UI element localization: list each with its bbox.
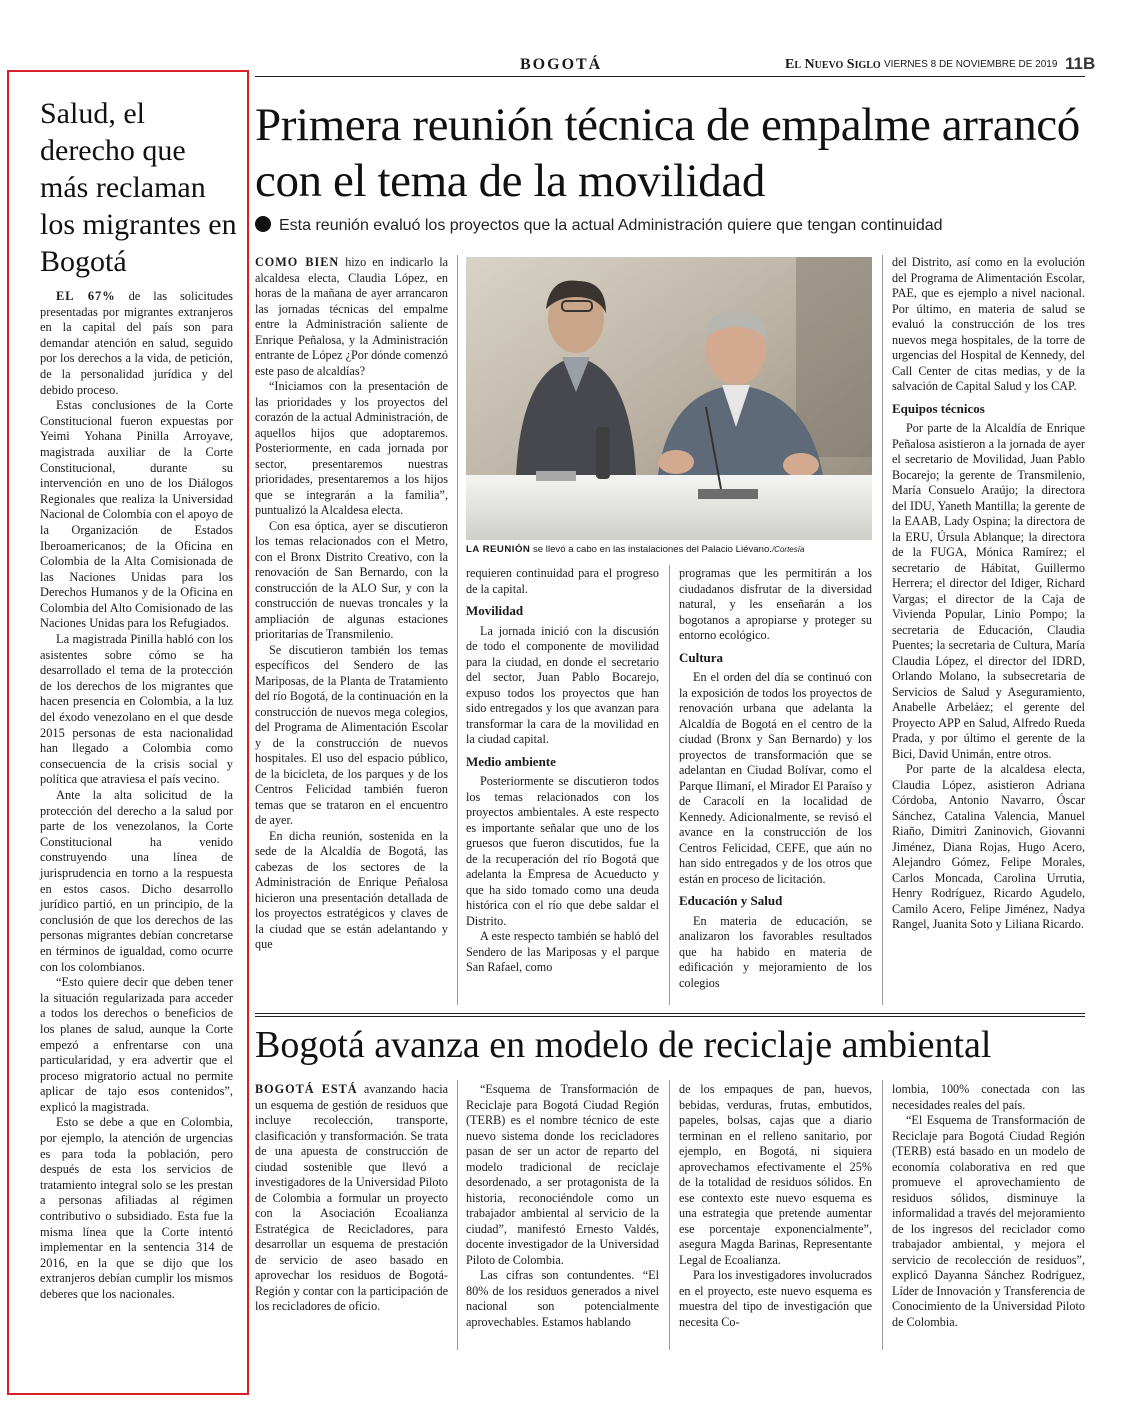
- column-rule: [457, 255, 458, 1005]
- sidebar-headline: Salud, el derecho que más reclaman los migrantes en Bogotá: [40, 97, 237, 278]
- paragraph: “Esquema de Transformación de Reciclaje para Bogotá Ciudad Región (TERB) es el nombre técnico de este nuevo sistema donde los recicladores pasan de ser un actor de reparto del modelo tradicional de reciclaje desordenado, a ser protagonista de la historia, reconociéndole como un trabajador ambiental al servicio de la ciudad”, manifestó Ernesto Valdés, docente investigador de la Universidad Piloto de Colombia.: [466, 1082, 659, 1267]
- paragraph: “Iniciamos con la presentación de las prioridades y los proyectos del corazón de la actual Administración, de aquellos hijos que adoptaremos. Posteriormente, en cada jornada por sector, presentaremos nuestras prioridades, presentaremos a los hijos que se integrarán a la familia”, puntualizó la Alcaldesa electa.: [255, 379, 448, 517]
- page-header: [0, 0, 1125, 78]
- subheading-educacion-salud: Educación y Salud: [679, 893, 783, 908]
- paragraph: Por parte de la Alcaldía de Enrique Peñalosa asistieron a la jornada de ayer el secretario de Movilidad, Juan Pablo Bocarejo; la gerente de Transmilenio, María Consuelo Araújo; la directora del IDU, Yaneth Mantilla; la gerente de la EAAB, Lady Ospina; la directora de la ERU, Úrsula Ablanque; la directora de la FUGA, Mónica Ramírez; el secretario de Hábitat, Guillermo Herrera; el director del Idiger, Richard Vargas; el director de la Caja de Vivienda Popular, Linio Pompo; la secretaria de Educación, Claudia Puentes; la secretaria de Cultura, María Claudia López, el director del IDRD, Orlando Molano, la subsecretaria de Servicios de Salud y Aseguramiento, Anabelle Arbeláez; el gerente del Proyecto APP en Salud, Alfredo Rueda Prada, y por último el gerente de la Bici, David Unimán, entre otros.: [892, 421, 1085, 761]
- sidebar-paragraph: EL 67% de las solicitudes presentadas por migrantes extranjeros en la capital del país son para demandar atención en salud, seguido por los derechos a la vida, de petición, de la personalidad jurídica y del debido proceso.: [40, 289, 233, 397]
- paragraph: lombia, 100% conectada con las necesidades reales del país.: [892, 1082, 1085, 1112]
- sidebar-paragraph: Esto se debe a que en Colombia, por ejemplo, la atención de urgencias es para toda la población, pero después de esta los servicios de tratamiento integral solo se les prestan a personas afiliadas al régimen contributivo o subsidiado. Esta fue la misma línea que la Corte intentó implementar en la sentencia 314 de 2016, en la que se dijo que los extranjeros debían cumplir los mismos deberes que los nacionales.: [40, 1115, 233, 1301]
- second-column-4: [892, 1082, 1085, 1330]
- page-number: 11B: [1065, 54, 1096, 73]
- newspaper-name: El Nuevo Siglo: [785, 57, 881, 72]
- paragraph: Se discutieron también los temas específicos del Sendero de las Mariposas, de la Planta de Tratamiento del río Bogotá, de la continuación en la construcción de nuevos mega colegios, del Programa de Alimentación Escolar y de la construcción de nuevos hospitales. El uso del espacio público, de la bicicleta, de los parques y de los Centros Felicidad también fueron temas que se trataron en el encuentro de ayer.: [255, 642, 448, 827]
- main-column-1: [255, 255, 448, 953]
- photo-caption: LA REUNIÓN se llevó a cabo en las instalaciones del Palacio Liévano./Cortesía: [466, 544, 805, 555]
- paragraph: “El Esquema de Transformación de Reciclaje para Bogotá Ciudad Región (TERB) está basado en un modelo de economía colaborativa en red que promueve el aprovechamiento de residuos sólidos, disminuye la informalidad a través del mejoramiento de los ingresos del reciclador como trabajador ambiental, y mejora el servicio de recolección de residuos”, explicó Dayanna Sánchez Rodríguez, Líder de Innovación y Transferencia de Conocimiento de la Universidad Piloto de Colombia.: [892, 1113, 1085, 1329]
- sidebar-paragraph: “Esto quiere decir que deben tener la situación regularizada para acceder a todos los derechos o beneficios de los planes de salud, aunque la Corte empezó a enfrentarse con una particularidad, y era advertir que el proceso migratorio actual no permite aplicar de tajo esos contenidos”, explicó la magistrada.: [40, 975, 233, 1114]
- paragraph: En materia de educación, se analizaron los favorables resultados que ha habido en materia de edificación y mejoramiento de los colegios: [679, 913, 872, 990]
- paragraph: En el orden del día se continuó con la exposición de todos los proyectos de renovación urbana que adelanta la Alcaldía de Bogotá en el centro de la ciudad (Bronx y San Bernardo) y los proyectos de transformación que se adelantan en Ciudad Bolívar, como el Parque Ilimaní, el Mirador El Paraíso y de Caracolí en la localidad de Kennedy. Adicionalmente, se revisó el avance en la construcción de los Centros Felicidad, CEFE, que aún no han sido entregados y de los otros que están en proceso de licitación.: [679, 670, 872, 886]
- column-rule: [669, 565, 670, 1005]
- second-column-3: [679, 1082, 872, 1330]
- paragraph: programas que les permitirán a los ciudadanos disfrutar de la diversidad natural, y les enseñarán a los bogotanos a apropiarse y proteger su entorno ecológico.: [679, 566, 872, 642]
- paragraph: La jornada inició con la discusión de todo el componente de movilidad para la ciudad, en donde el secretario del sector, Juan Pablo Bocarejo, expuso todos los proyectos que han sido entregados y los que avanzan para transformar la cara de la movilidad en la ciudad capital.: [466, 623, 659, 746]
- main-subhead: Esta reunión evaluó los proyectos que la actual Administración quiere que tengan continuidad: [255, 216, 1090, 235]
- sidebar-paragraph: La magistrada Pinilla habló con los asistentes sobre cómo se ha desarrollado el tema de la protección de los derechos de los migrantes que hacen presencia en Colombia, a la luz del éxodo venezolano en el que desde 2015 personas de esta nacionalidad han llegado a Colombia como consecuencia de la crisis social y política que atraviesa el país vecino.: [40, 632, 233, 787]
- main-headline: Primera reunión técnica de empalme arrancó con el tema de la movilidad: [255, 99, 1080, 207]
- subheading-medio-ambiente: Medio ambiente: [466, 753, 556, 769]
- paragraph: de los empaques de pan, huevos, bebidas, verduras, frutas, embutidos, papeles, bolsas, cajas que a diario terminan en el relleno sanitario, por ejemplo, en Bogotá, ni siquiera aprovechamos efectivamente el 25% de la totalidad de residuos sólidos. En ese contexto este nuevo esquema es una estrategia que pretende aumentar ese porcentaje exponencialmente”, asegura Magda Barinas, Representante Legal de Ecoalianza.: [679, 1082, 872, 1267]
- paragraph: Por parte de la alcaldesa electa, Claudia López, asistieron Adriana Córdoba, Antonio Navarro, Óscar Sánchez, Catalina Valencia, Manuel Riaño, Dimitri Zaninovich, Giovanni Jiménez, Diana Rojas, Hugo Acero, Alejandro Gómez, Felipe Morales, Carlos Moncada, Carolina Urrutia, Henry Rodríguez, Ricardo Agudelo, Camilo Acero, Felipe Jiménez, Nadya Rangel, Juanita Soto y Liliana Ricardo.: [892, 762, 1085, 931]
- story-separator: [255, 1013, 1085, 1017]
- second-column-1: [255, 1082, 448, 1315]
- paragraph: COMO BIEN hizo en indicarlo la alcaldesa electa, Claudia López, en horas de la mañana de ayer arrancaron las jornadas técnicas del empalme entre la Administración saliente de Enrique Peñalosa, y la Administración entrante de López ¿Por dónde comenzó este paso de alcaldías?: [255, 255, 448, 378]
- subheading-equipos-tecnicos: Equipos técnicos: [892, 400, 985, 416]
- caption-lead: LA REUNIÓN: [466, 544, 531, 555]
- paragraph: del Distrito, así como en la evolución del Programa de Alimentación Escolar, PAE, que es ejemplo a nivel nacional. Por último, en materia de salud se evaluó la construcción de los tres nuevos mega hospitales, de la torre de urgencias del Hospital de Kennedy, del Call Center de citas medias, y de la salvación de Capital Salud y los CAP.: [892, 255, 1085, 393]
- main-column-2: [466, 566, 659, 976]
- publication-date: VIERNES 8 DE NOVIEMBRE DE 2019: [884, 59, 1058, 70]
- main-lead: COMO BIEN: [255, 255, 340, 269]
- sidebar-paragraph: Estas conclusiones de la Corte Constitucional fueron expuestas por Yeimi Yohana Pinilla Arroyave, magistrada auxiliar de la Corte Constitucional, durante su intervención en uno de los Diálogos Regionales que realiza la Universidad Nacional de Colombia con el apoyo de la Organización de Estados Iberoamericanos; de la Oficina en Colombia de la Alta Comisionada de las Naciones Unidas para los Derechos Humanos y de la Oficina en Colombia del Alto Comisionado de las Naciones Unidas para los Refugiados.: [40, 398, 233, 631]
- column-rule: [882, 1080, 883, 1350]
- column-rule: [669, 1080, 670, 1350]
- column-rule: [457, 1080, 458, 1350]
- header-rule: [255, 76, 1085, 77]
- second-lead: BOGOTÁ ESTÁ: [255, 1082, 358, 1096]
- paragraph: BOGOTÁ ESTÁ avanzando hacia un esquema de gestión de residuos que incluye recolección, transporte, clasificación y transformación. Se trata de una apuesta de construcción de ciudad sostenible que llevó a investigadores de la Universidad Piloto de Colombia a formular un proyecto con la Asociación Ecoalianza Estratégica de Recicladores, para desarrollar un esquema de prestación de servicio de aseo basado en aprovechar los residuos de Bogotá-Región y contar con la participación de los recicladores de oficio.: [255, 1082, 448, 1313]
- paragraph: Posteriormente se discutieron todos los temas relacionados con los proyectos ambientales. A este respecto es importante señalar que uno de los gruesos que fueron discutidos, fue la de la recuperación del río Bogotá que adelanta la Empresa de Acueducto y que ha sido tomado como una deuda histórica con el río que debe saldar el Distrito.: [466, 774, 659, 928]
- sidebar-body: [40, 289, 233, 1303]
- paragraph: requieren continuidad para el progreso de la capital.: [466, 566, 659, 596]
- second-headline: Bogotá avanza en modelo de reciclaje ambiental: [255, 1024, 992, 1066]
- section-name: BOGOTÁ: [520, 56, 603, 73]
- subheading-cultura: Cultura: [679, 649, 724, 665]
- main-column-4: [892, 255, 1085, 933]
- column-rule: [882, 255, 883, 1005]
- bullet-icon: [255, 216, 271, 232]
- paragraph: Las cifras son contundentes. “El 80% de los residuos generados a nivel nacional son potencialmente aprovechables. Estamos hablando: [466, 1268, 659, 1329]
- main-column-3: [679, 566, 872, 991]
- meeting-photo-illustration: [466, 257, 872, 540]
- sidebar-lead: EL 67%: [56, 289, 116, 303]
- sidebar-paragraph: Ante la alta solicitud de la protección del derecho a la salud por parte de los venezolanos, la Corte Constitucional ha venido construyendo una línea de jurisprudencia en torno a la respuesta en estos casos. Dicho desarrollo jurídico partió, en un principio, de la conclusión de que los derechos de las personas migrantes debían concretarse en términos de igualdad, como ocurre con los colombianos.: [40, 788, 233, 974]
- meeting-photo: [466, 257, 872, 540]
- paragraph: Para los investigadores involucrados en el proyecto, este nuevo esquema es muestra del tipo de investigación que necesita Co-: [679, 1268, 872, 1329]
- second-column-2: [466, 1082, 659, 1330]
- paragraph: En dicha reunión, sostenida en la sede de la Alcaldía de Bogotá, las cabezas de los sectores de la Administración de Enrique Peñalosa hicieron una presentación detallada de los proyectos estratégicos y claves de la ciudad que se están adelantando y que: [255, 828, 448, 951]
- photo-credit: /Cortesía: [771, 545, 805, 554]
- paragraph: Con esa óptica, ayer se discutieron los temas relacionados con el Metro, con el Bronx Distrito Creativo, con la renovación de San Bernardo, con la construcción de la ALO Sur, y con la construcción de nuevas troncales y la ampliación de algunas estaciones prioritarias de Transmilenio.: [255, 518, 448, 641]
- paragraph: A este respecto también se habló del Sendero de las Mariposas y el parque San Rafael, como: [466, 929, 659, 974]
- subheading-movilidad: Movilidad: [466, 603, 524, 618]
